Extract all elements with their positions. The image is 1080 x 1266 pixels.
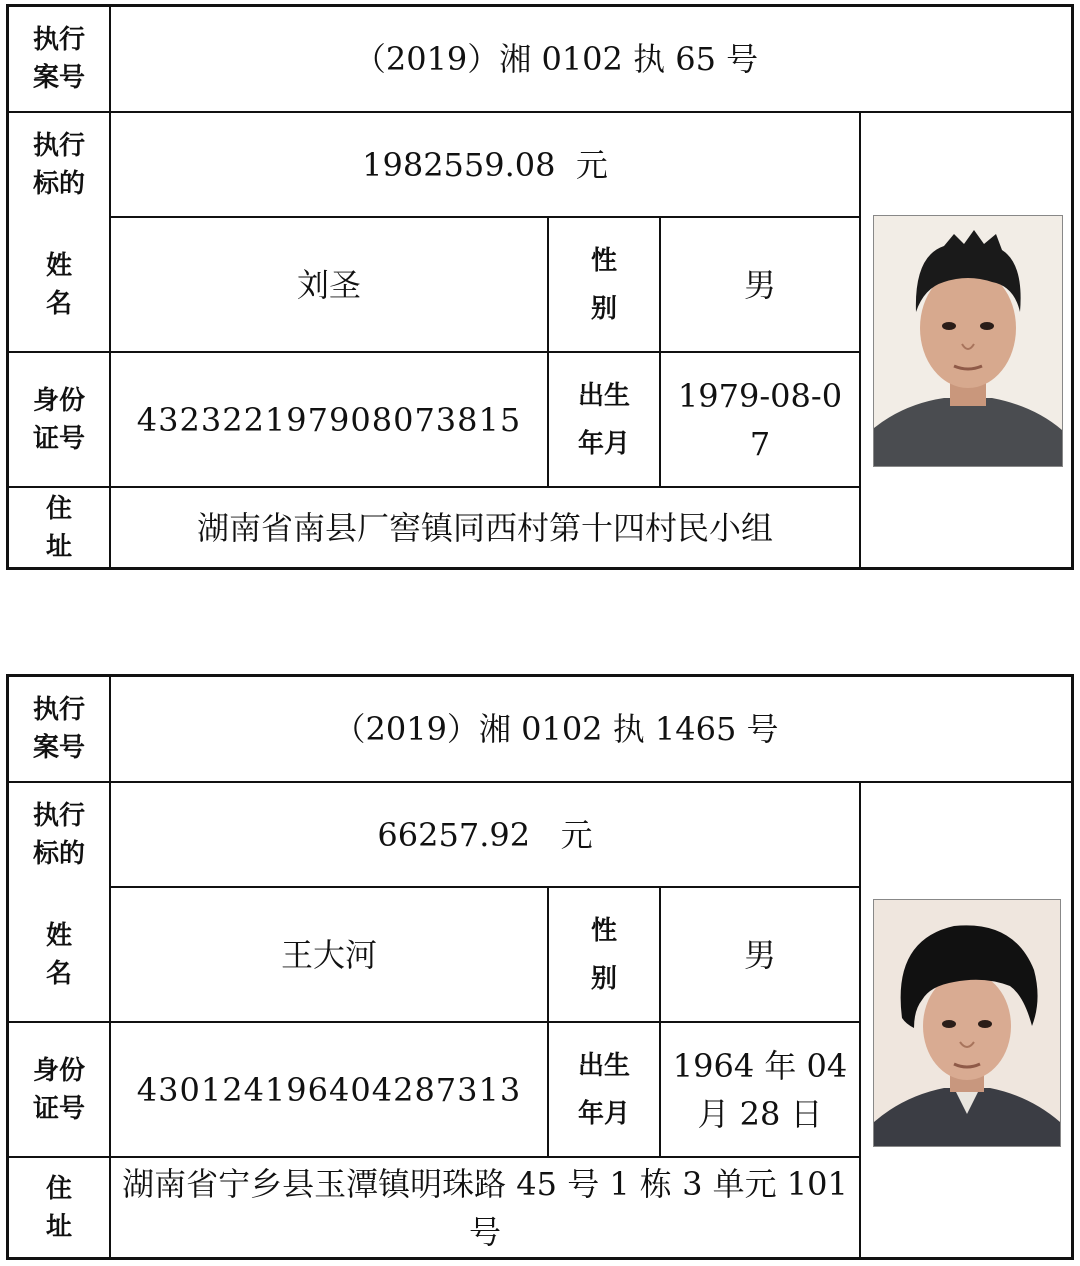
case-number-label: 执行 案号 [32, 695, 85, 763]
gender-label: 性 别 [590, 245, 617, 324]
gender-label: 性 别 [590, 915, 617, 994]
address-label: 住 址 [45, 493, 72, 562]
id-number-value: 430124196404287313 [136, 1070, 522, 1109]
birth-label: 出生 年月 [577, 1050, 630, 1129]
id-number-label: 身份 证号 [32, 385, 85, 454]
id-number-label: 身份 证号 [32, 1055, 85, 1124]
column-divider [859, 111, 861, 567]
id-number-value: 432322197908073815 [136, 400, 522, 439]
record-card-2 [6, 674, 1074, 1260]
person-portrait-icon [874, 216, 1062, 466]
address-value: 湖南省南县厂窖镇同西村第十四村民小组 [196, 508, 773, 547]
portrait-photo [873, 215, 1063, 467]
name-value: 刘圣 [296, 265, 361, 304]
amount-value: 66257.92 元 [377, 815, 593, 854]
amount-value: 1982559.08 元 [362, 145, 608, 184]
case-number-value: （2019）湘 0102 执 1465 号 [333, 710, 779, 748]
birth-value: 1964 年 04 月 28 日 [672, 1046, 848, 1133]
case-number-label: 执行 案号 [32, 25, 85, 93]
portrait-photo [873, 899, 1061, 1147]
name-label: 姓 名 [45, 250, 72, 319]
gender-value: 男 [743, 265, 776, 304]
birth-label: 出生 年月 [577, 380, 630, 459]
amount-label: 执行 标的 [32, 800, 85, 869]
record-card-1 [6, 4, 1074, 570]
amount-label: 执行 标的 [32, 130, 85, 199]
person-portrait-icon [874, 900, 1060, 1146]
birth-value: 1979-08-0 7 [677, 376, 843, 463]
gender-value: 男 [743, 935, 776, 974]
column-divider [859, 781, 861, 1257]
name-label: 姓 名 [45, 920, 72, 989]
case-number-value: （2019）湘 0102 执 65 号 [353, 40, 759, 78]
address-label: 住 址 [45, 1173, 72, 1242]
address-value: 湖南省宁乡县玉潭镇明珠路 45 号 1 栋 3 单元 101 号 [122, 1164, 848, 1251]
name-value: 王大河 [280, 935, 377, 974]
